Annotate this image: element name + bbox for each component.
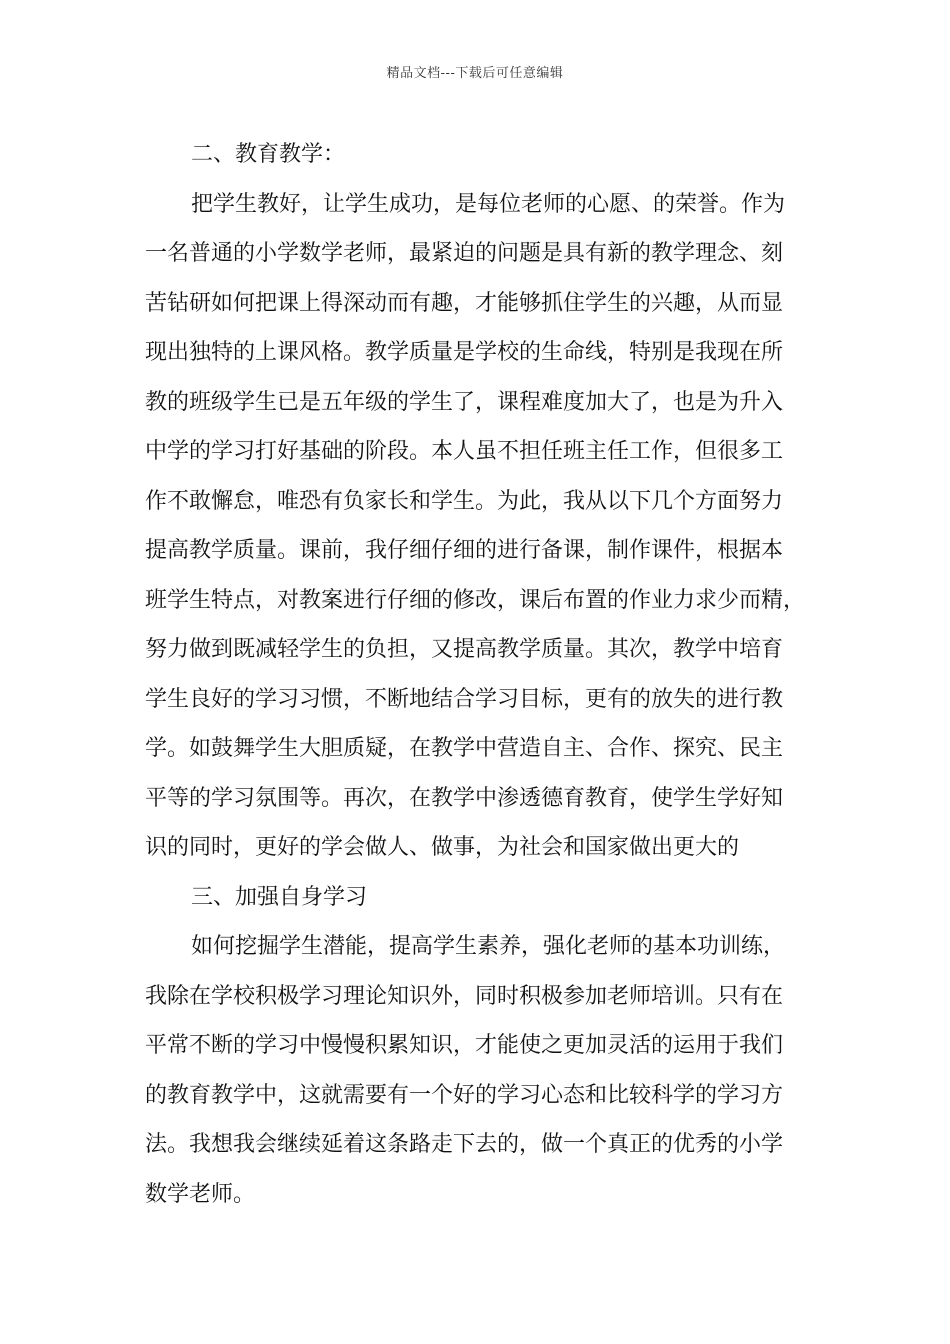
paragraph-line: 班学生特点，对教案进行仔细的修改，课后布置的作业力求少而精， [145, 587, 806, 613]
paragraph-line: 学生良好的学习习惯，不断地结合学习目标，更有的放失的进行教 [145, 686, 784, 712]
section-heading: 三、加强自身学习 [191, 884, 368, 910]
section-heading: 二、教育教学： [191, 142, 346, 167]
paragraph-line: 法。我想我会继续延着这条路走下去的，做一个真正的优秀的小学 [145, 1132, 784, 1157]
paragraph-line: 现出独特的上课风格。教学质量是学校的生命线，特别是我现在所 [145, 340, 784, 365]
paragraph-line: 一名普通的小学数学老师，最紧迫的问题是具有新的教学理念、刻 [145, 241, 784, 266]
paragraph-line: 苦钻研如何把课上得深动而有趣，才能够抓住学生的兴趣，从而显 [145, 290, 784, 316]
paragraph-line: 平等的学习氛围等。再次，在教学中渗透德育教育，使学生学好知 [145, 785, 784, 811]
paragraph-line: 平常不断的学习中慢慢积累知识，才能使之更加灵活的运用于我们 [145, 1033, 784, 1058]
paragraph-line: 学。如鼓舞学生大胆质疑，在教学中营造自主、合作、探究、民主 [145, 736, 784, 761]
paragraph-line: 识的同时，更好的学会做人、做事，为社会和国家做出更大的 [145, 835, 740, 860]
paragraph-line: 教的班级学生已是五年级的学生了，课程难度加大了，也是为升入 [145, 389, 784, 415]
paragraph-line: 把学生教好，让学生成功，是每位老师的心愿、的荣誉。作为 [191, 191, 786, 217]
page-header: 精品文档---下载后可任意编辑 [386, 66, 564, 81]
document-body [145, 130, 821, 1219]
paragraph-line: 中学的学习打好基础的阶段。本人虽不担任班主任工作，但很多工 [145, 439, 784, 464]
paragraph-line: 我除在学校积极学习理论知识外，同时积极参加老师培训。只有在 [145, 983, 784, 1009]
paragraph-line: 数学老师。 [145, 1181, 256, 1207]
paragraph-line: 努力做到既减轻学生的负担，又提高教学质量。其次，教学中培育 [145, 637, 784, 662]
paragraph-line: 作不敢懈怠，唯恐有负家长和学生。为此，我从以下几个方面努力 [145, 488, 784, 514]
paragraph-line: 提高教学质量。课前，我仔细仔细的进行备课，制作课件，根据本 [145, 538, 784, 563]
paragraph-line: 如何挖掘学生潜能，提高学生素养，强化老师的基本功训练， [191, 934, 786, 959]
paragraph-line: 的教育教学中，这就需要有一个好的学习心态和比较科学的学习方 [145, 1082, 784, 1108]
